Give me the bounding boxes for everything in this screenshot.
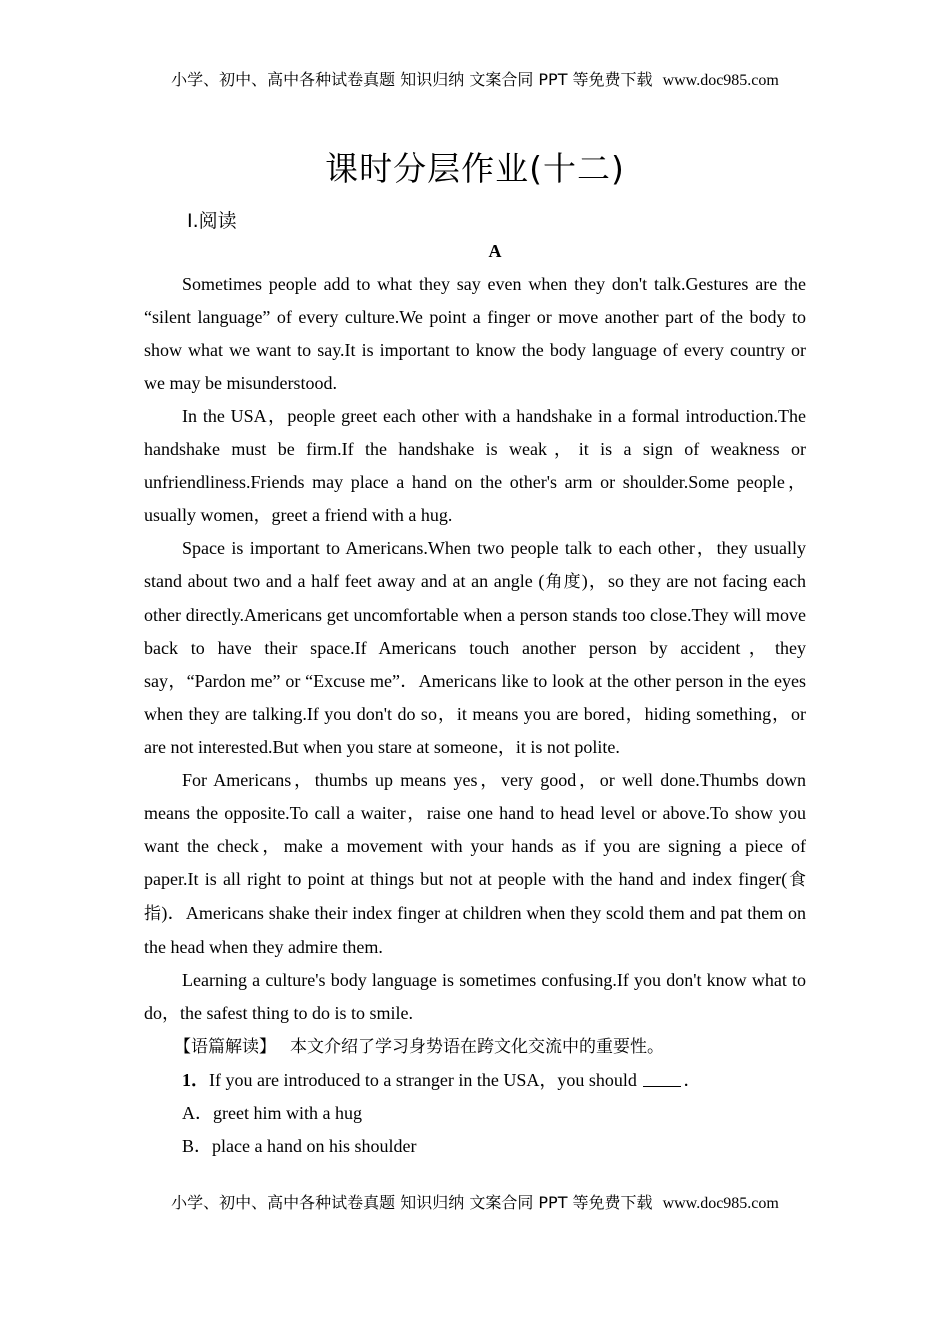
paragraph-5: Learning a culture's body language is sometimes confusing.If you don't know what to do，the safest thing to do is to smile.	[144, 970, 806, 1023]
paragraph-4	[144, 764, 806, 964]
paragraph-4-gloss: 食指	[144, 870, 807, 924]
paragraph-3	[144, 532, 806, 764]
page-header	[0, 67, 950, 90]
analysis-label: 【语篇解读】	[174, 1037, 276, 1057]
paragraph-1: Sometimes people add to what they say even when they don't talk.Gestures are the “silent language” of every culture.We point a finger or move another part of the body to show what we want to say.It is important to know the body language of every country or we may be misunderstood.	[144, 274, 806, 393]
answer-blank[interactable]	[643, 1085, 681, 1087]
paragraph-4-text-a: For Americans，thumbs up means yes，very good，or well done.Thumbs down means the opposite.To call a waiter，raise one hand to head level or above.To show you want the check，make a movement with your hands as if you are signing a piece of paper.It is all right to point at things but not at people with the hand and index finger(	[144, 770, 806, 889]
question-1-number: 1．	[182, 1070, 209, 1090]
paragraph-3-text-a: Space is important to Americans.When two people talk to each other，they usually stand about two and a half feet away and at an angle (	[144, 538, 806, 591]
option-b: B．place a hand on his shoulder	[182, 1136, 417, 1156]
section-label: Ⅰ.阅读	[187, 210, 237, 232]
paragraph-2: In the USA，people greet each other with a handshake in a formal introduction.The handshake must be firm.If the handshake is weak，it is a sign of weakness or unfriendliness.Friends may place a hand on the other's arm or shoulder.Some people，usually women，greet a friend with a hug.	[144, 406, 806, 525]
paragraph-3-text-b: )，so they are not facing each other directly.Americans get uncomfortable when a person stands too close.They will move back to have their space.If Americans touch another person by accident，they say，“Pardon me” or “Excuse me”．Americans like to look at the other person in the eyes when they are talking.If you don't do so，it means you are bored，hiding something，or are not interested.But when you stare at someone，it is not polite.	[144, 571, 806, 757]
passage-analysis	[144, 1030, 806, 1064]
passage-content	[144, 268, 806, 1163]
passage-label: A	[488, 241, 502, 261]
page-footer	[0, 1190, 950, 1213]
header-url[interactable]: www.doc985.com	[662, 72, 779, 89]
footer-url[interactable]: www.doc985.com	[662, 1195, 779, 1212]
paragraph-4-text-b: )．Americans shake their index finger at children when they scold them and pat them on the head when they admire them.	[144, 903, 806, 957]
question-1-end: ．	[683, 1070, 702, 1090]
option-a: A．greet him with a hug	[182, 1103, 362, 1123]
page-title: 课时分层作业(十二)	[325, 149, 625, 188]
analysis-text: 本文介绍了学习身势语在跨文化交流中的重要性。	[290, 1037, 664, 1057]
question-1	[144, 1064, 806, 1097]
header-text: 小学、初中、高中各种试卷真题 知识归纳 文案合同 PPT 等免费下载	[171, 70, 653, 89]
question-1-stem: If you are introduced to a stranger in the USA，you should	[209, 1070, 637, 1090]
footer-text: 小学、初中、高中各种试卷真题 知识归纳 文案合同 PPT 等免费下载	[171, 1193, 653, 1212]
paragraph-3-gloss: 角度	[544, 572, 582, 592]
